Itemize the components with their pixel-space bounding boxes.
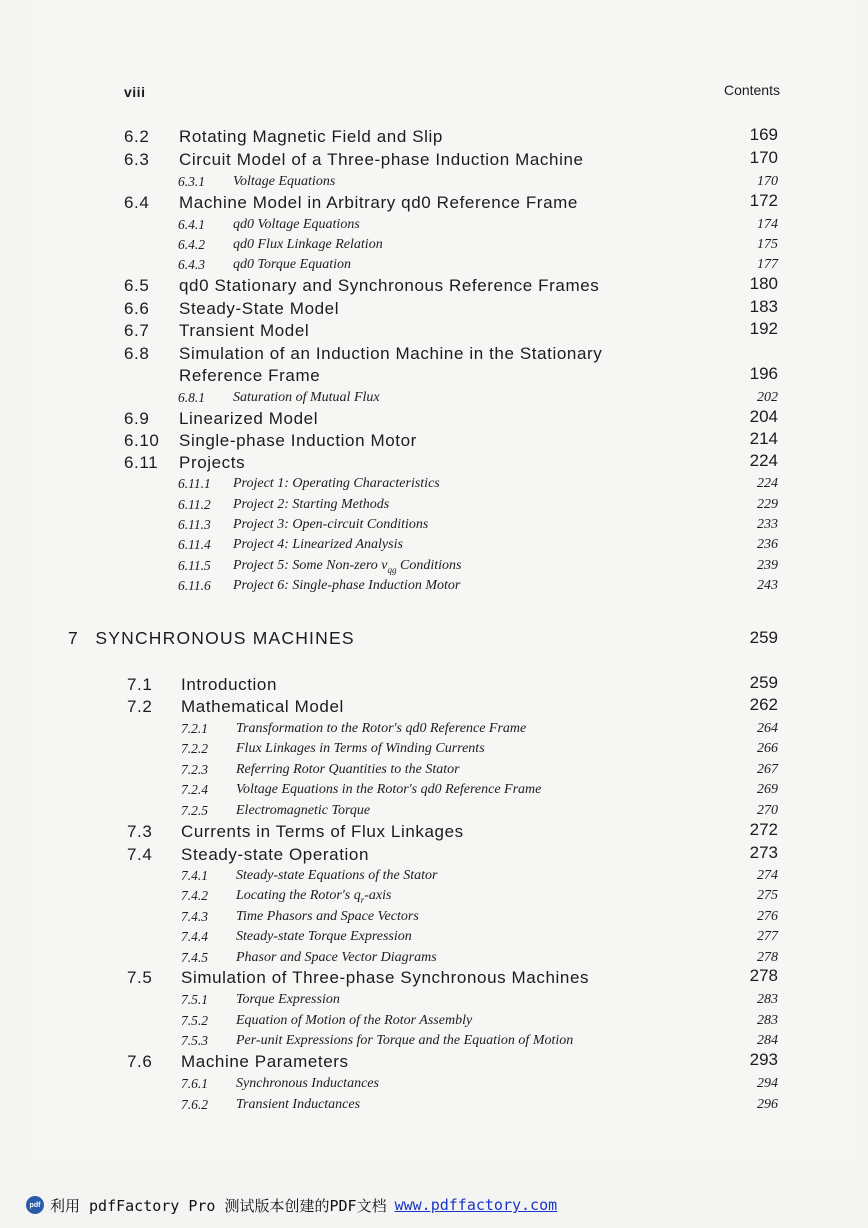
subsection-title[interactable]: Steady-state Torque Expression bbox=[236, 929, 412, 944]
subsection-number: 6.8.1 bbox=[178, 390, 205, 405]
subsection-title[interactable]: Locating the Rotor's $q_r$-axis bbox=[236, 888, 392, 905]
page-number: 269 bbox=[757, 782, 778, 797]
subsection-number: 6.4.3 bbox=[178, 257, 205, 272]
subsection-title[interactable]: qd0 Flux Linkage Relation bbox=[233, 237, 383, 252]
subsection-number: 7.6.2 bbox=[181, 1097, 208, 1112]
section-title[interactable]: Simulation of Three-phase Synchronous Machines bbox=[181, 968, 590, 987]
page-number: 236 bbox=[757, 537, 778, 552]
section-number: 6.9 bbox=[124, 409, 150, 428]
section-number: 6.8 bbox=[124, 344, 150, 363]
section-number: 7.2 bbox=[127, 697, 153, 716]
subsection-title[interactable]: Transformation to the Rotor's qd0 Reference Frame bbox=[236, 721, 527, 736]
section-number: 6.5 bbox=[124, 276, 150, 295]
page-number: 239 bbox=[757, 558, 778, 573]
page-number: 270 bbox=[757, 803, 778, 818]
page-number: 274 bbox=[757, 868, 778, 883]
page-number: 277 bbox=[757, 929, 778, 944]
section-title[interactable]: Linearized Model bbox=[179, 409, 319, 428]
section-title[interactable]: Steady-State Model bbox=[179, 299, 340, 318]
subsection-title[interactable]: Synchronous Inductances bbox=[236, 1076, 379, 1091]
section-number: 6.3 bbox=[124, 150, 150, 169]
subsection-number: 7.2.4 bbox=[181, 782, 208, 797]
page-number: 296 bbox=[757, 1097, 778, 1112]
page-number: 278 bbox=[749, 966, 778, 985]
page-number: 272 bbox=[749, 820, 778, 839]
page-number: 283 bbox=[757, 992, 778, 1007]
subsection-number: 7.4.3 bbox=[181, 909, 208, 924]
section-title[interactable]: qd0 Stationary and Synchronous Reference Frames bbox=[179, 276, 600, 295]
subsection-title[interactable]: Time Phasors and Space Vectors bbox=[236, 909, 419, 924]
subsection-title[interactable]: Project 6: Single-phase Induction Motor bbox=[233, 578, 461, 593]
page-number: 283 bbox=[757, 1013, 778, 1028]
page-number: 259 bbox=[749, 673, 778, 692]
section-number: 6.7 bbox=[124, 321, 150, 340]
section-title[interactable]: Circuit Model of a Three-phase Induction Machine bbox=[179, 150, 584, 169]
subsection-title[interactable]: Referring Rotor Quantities to the Stator bbox=[236, 762, 460, 777]
page-number: 233 bbox=[757, 517, 778, 532]
page-number: 174 bbox=[757, 217, 778, 232]
subsection-number: 6.11.5 bbox=[178, 558, 211, 573]
pdf-logo-icon: pdf bbox=[26, 1196, 44, 1214]
page-number: 204 bbox=[749, 407, 778, 426]
section-number: 7.4 bbox=[127, 845, 153, 864]
subsection-title[interactable]: Project 3: Open-circuit Conditions bbox=[233, 517, 429, 532]
page-number: 170 bbox=[749, 148, 778, 167]
chapter-7-heading bbox=[68, 628, 355, 649]
page-number: 267 bbox=[757, 762, 778, 777]
subsection-title[interactable]: qd0 Voltage Equations bbox=[233, 217, 360, 232]
section-number: 7.5 bbox=[127, 968, 153, 987]
subsection-number: 7.2.5 bbox=[181, 803, 208, 818]
subsection-title[interactable]: Electromagnetic Torque bbox=[236, 803, 371, 818]
page-number-label: viii bbox=[124, 84, 146, 100]
page-number: 278 bbox=[757, 950, 778, 965]
subsection-number: 6.4.1 bbox=[178, 217, 205, 232]
section-number: 6.11 bbox=[124, 453, 159, 472]
section-number: 7.3 bbox=[127, 822, 153, 841]
subsection-title[interactable]: Equation of Motion of the Rotor Assembly bbox=[236, 1013, 473, 1028]
chapter-title: SYNCHRONOUS MACHINES bbox=[95, 628, 355, 648]
page-number: 192 bbox=[749, 319, 778, 338]
subsection-number: 6.11.4 bbox=[178, 537, 211, 552]
subsection-title[interactable]: Project 5: Some Non-zero $v_{qg}$ Conditions bbox=[233, 558, 462, 575]
subsection-number: 6.11.1 bbox=[178, 476, 211, 491]
section-title[interactable]: Projects bbox=[179, 453, 246, 472]
page-number: 275 bbox=[757, 888, 778, 903]
subsection-number: 7.2.1 bbox=[181, 721, 208, 736]
section-number: 7.6 bbox=[127, 1052, 153, 1071]
subsection-number: 6.11.2 bbox=[178, 497, 211, 512]
page-number: 172 bbox=[749, 191, 778, 210]
subsection-number: 6.3.1 bbox=[178, 174, 205, 189]
page-number: 177 bbox=[757, 257, 778, 272]
subsection-number: 7.4.5 bbox=[181, 950, 208, 965]
section-number: 6.4 bbox=[124, 193, 150, 212]
page-number: 273 bbox=[749, 843, 778, 862]
section-title[interactable]: Machine Parameters bbox=[181, 1052, 349, 1071]
page-number: 284 bbox=[757, 1033, 778, 1048]
page-number: 175 bbox=[757, 237, 778, 252]
subsection-title[interactable]: Per-unit Expressions for Torque and the Equation of Motion bbox=[236, 1033, 574, 1048]
section-title[interactable]: Mathematical Model bbox=[181, 697, 344, 716]
page-number: 183 bbox=[749, 297, 778, 316]
page-number: 294 bbox=[757, 1076, 778, 1091]
subsection-number: 7.5.1 bbox=[181, 992, 208, 1007]
subsection-title[interactable]: qd0 Torque Equation bbox=[233, 257, 351, 272]
subsection-number: 7.5.2 bbox=[181, 1013, 208, 1028]
subsection-number: 6.11.3 bbox=[178, 517, 211, 532]
subsection-title[interactable]: Saturation of Mutual Flux bbox=[233, 390, 380, 405]
section-number: 6.10 bbox=[124, 431, 160, 450]
chapter-number: 7 bbox=[68, 628, 79, 648]
page-number: 196 bbox=[749, 364, 778, 383]
running-title: Contents bbox=[723, 82, 780, 98]
subsection-title[interactable]: Flux Linkages in Terms of Winding Currents bbox=[236, 741, 485, 756]
page-number: 214 bbox=[749, 429, 778, 448]
subsection-title[interactable]: Phasor and Space Vector Diagrams bbox=[236, 950, 437, 965]
page-number: 224 bbox=[757, 476, 778, 491]
subsection-number: 7.2.2 bbox=[181, 741, 208, 756]
subsection-title[interactable]: Steady-state Equations of the Stator bbox=[236, 868, 438, 883]
section-number: 7.1 bbox=[127, 675, 153, 694]
page-number: 229 bbox=[757, 497, 778, 512]
page-number: 262 bbox=[749, 695, 778, 714]
subsection-title[interactable]: Transient Inductances bbox=[236, 1097, 361, 1112]
section-title[interactable]: Introduction bbox=[181, 675, 278, 694]
section-title[interactable]: Transient Model bbox=[179, 321, 310, 340]
page-number: 243 bbox=[757, 578, 778, 593]
subsection-number: 7.4.1 bbox=[181, 868, 208, 883]
subsection-title[interactable]: Voltage Equations in the Rotor's qd0 Reference Frame bbox=[236, 782, 542, 797]
section-title[interactable]: Steady-state Operation bbox=[181, 845, 370, 864]
footer-link[interactable]: www.pdffactory.com bbox=[394, 1196, 558, 1214]
page-number: 180 bbox=[749, 274, 778, 293]
subsection-title[interactable]: Project 2: Starting Methods bbox=[233, 497, 390, 512]
section-title[interactable]: Simulation of an Induction Machine in the Stationary bbox=[179, 344, 603, 363]
subsection-number: 7.6.1 bbox=[181, 1076, 208, 1091]
page-number: 170 bbox=[757, 174, 778, 189]
section-title[interactable]: Reference Frame bbox=[179, 366, 321, 385]
subsection-number: 6.4.2 bbox=[178, 237, 205, 252]
subsection-number: 7.5.3 bbox=[181, 1033, 208, 1048]
page-number: 224 bbox=[749, 451, 778, 470]
subsection-title[interactable]: Project 4: Linearized Analysis bbox=[233, 537, 403, 552]
subsection-title[interactable]: Torque Expression bbox=[236, 992, 340, 1007]
page-number: 169 bbox=[749, 125, 778, 144]
section-title[interactable]: Single-phase Induction Motor bbox=[179, 431, 417, 450]
subsection-number: 6.11.6 bbox=[178, 578, 211, 593]
page-number: 293 bbox=[749, 1050, 778, 1069]
page-number: 276 bbox=[757, 909, 778, 924]
footer-text: 利用 pdfFactory Pro 测试版本创建的PDF文档 bbox=[50, 1196, 387, 1215]
section-title[interactable]: Rotating Magnetic Field and Slip bbox=[179, 127, 443, 146]
pdf-footer bbox=[26, 1194, 557, 1216]
page-number: 266 bbox=[757, 741, 778, 756]
subsection-number: 7.4.4 bbox=[181, 929, 208, 944]
subsection-title[interactable]: Project 1: Operating Characteristics bbox=[233, 476, 440, 491]
page-number: 202 bbox=[757, 390, 778, 405]
chapter-page: 259 bbox=[749, 628, 778, 647]
section-number: 6.2 bbox=[124, 127, 150, 146]
section-title[interactable]: Machine Model in Arbitrary qd0 Reference Frame bbox=[179, 193, 578, 212]
section-title[interactable]: Currents in Terms of Flux Linkages bbox=[181, 822, 464, 841]
subsection-number: 7.4.2 bbox=[181, 888, 208, 903]
subsection-title[interactable]: Voltage Equations bbox=[233, 174, 336, 189]
section-number: 6.6 bbox=[124, 299, 150, 318]
subsection-number: 7.2.3 bbox=[181, 762, 208, 777]
page-number: 264 bbox=[757, 721, 778, 736]
